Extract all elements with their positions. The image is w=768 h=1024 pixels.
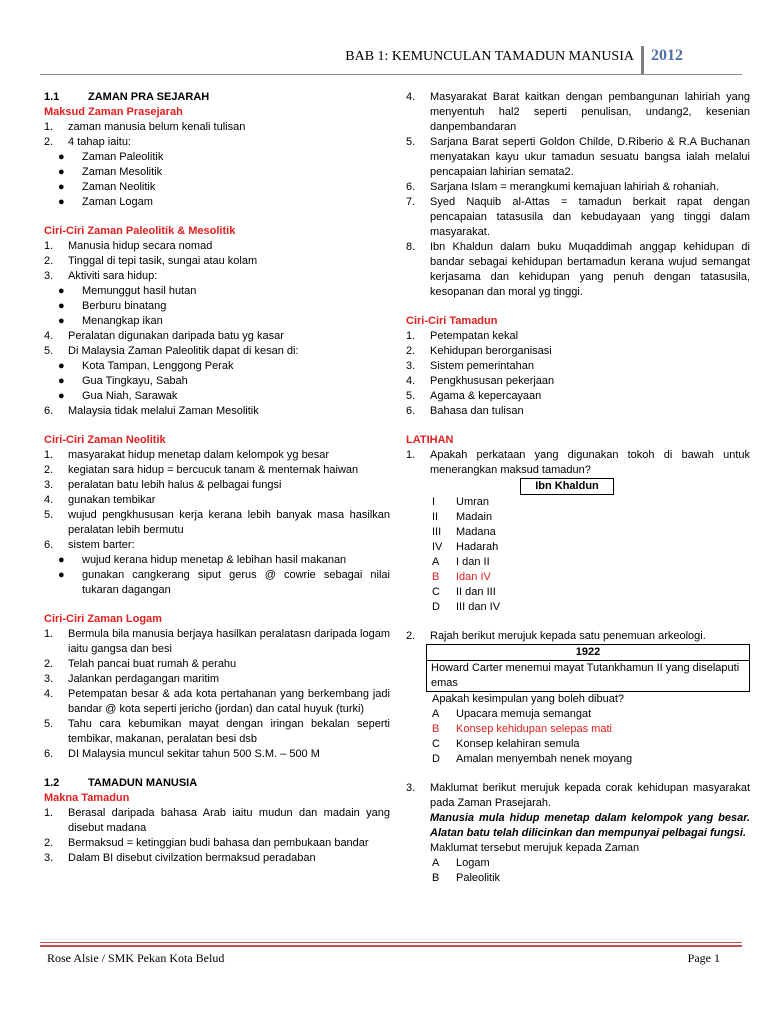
answer-option: A I dan II — [432, 556, 490, 568]
quoted-statement: Manusia mula hidup menetap dalam kelompok yang besar. Alatan batu telah dilicinkan dan mempunyai pelbagai fungsi. — [430, 812, 750, 839]
list-item: 5. Tahu cara kebumikan mayat dengan iringan bekalan seperti tembikar, makanan, peralatan besi dsb — [44, 718, 390, 745]
bullet-item: ● Kota Tampan, Lenggong Perak — [58, 360, 234, 372]
bullet-item: ● Berburu binatang — [58, 300, 167, 312]
answer-option: C Konsep kelahiran semula — [432, 738, 580, 750]
footer-rule — [40, 942, 742, 943]
question-2: 2. Rajah berikut merujuk kepada satu penemuan arkeologi. — [406, 630, 706, 642]
figure-box — [426, 644, 750, 692]
answer-option: D III dan IV — [432, 601, 501, 613]
bullet-item: ● Zaman Paleolitik — [58, 151, 164, 163]
list-item: 5. Sarjana Barat seperti Goldon Childe, D.Riberio & R.A Buchanan menyatakan kayu ukur tamadun sesuatu bangsa ialah melalui pencapaian lahirian semata2. — [406, 136, 750, 178]
roman-option: IV Hadarah — [432, 541, 499, 553]
roman-option: I Umran — [432, 496, 490, 508]
list-item: 3. Sistem pemerintahan — [406, 360, 534, 372]
list-item: 5. Di Malaysia Zaman Paleolitik dapat di kesan di: — [44, 345, 299, 357]
question-1: 1. Apakah perkataan yang digunakan tokoh di bawah untuk menerangkan maksud tamadun? — [406, 449, 750, 476]
question-stem: Maklumat tersebut merujuk kepada Zaman — [430, 842, 640, 854]
list-item: 4. gunakan tembikar — [44, 494, 156, 506]
question-stem: Apakah kesimpulan yang boleh dibuat? — [432, 693, 625, 705]
bullet-item: ● wujud kerana hidup menetap & lebihan hasil makanan — [58, 554, 347, 566]
list-item: 1. Petempatan kekal — [406, 330, 519, 342]
bullet-item: ● Zaman Mesolitik — [58, 166, 163, 178]
list-item: 7. Syed Naquib al-Attas = tamadun berkait rapat dengan pencapaian tatasusila dan kebudayaan yang tinggi dalam masyarakat. — [406, 196, 750, 238]
answer-option: A Upacara memuja semangat — [432, 708, 592, 720]
list-item: 6. DI Malaysia muncul sekitar tahun 500 S.M. – 500 M — [44, 748, 320, 760]
list-item: 5. Agama & kepercayaan — [406, 390, 542, 402]
list-item: 4. Masyarakat Barat kaitkan dengan pembangunan lahiriah yang menyentuh hal2 seperti penulisan, undang2, kesenian danpembandaran — [406, 91, 750, 133]
answer-option-correct: B Konsep kehidupan selepas mati — [432, 723, 612, 735]
list-item: 6. Malaysia tidak melalui Zaman Mesolitik — [44, 405, 259, 417]
right-column — [406, 90, 750, 886]
list-item: 3. Dalam BI disebut civilzation bermaksud peradaban — [44, 852, 316, 864]
list-item: 1. Bermula bila manusia berjaya hasilkan peralatasn daripada logam iaitu gangsa dan besi — [44, 628, 390, 655]
list-item: 4. Petempatan besar & ada kota pertahanan yang berkembang jadi bandar @ kota seperti jericho (jordan) dan catal huyuk (turki) — [44, 688, 390, 715]
list-item: 1. zaman manusia belum kenali tulisan — [44, 121, 246, 133]
subheading: Ciri-Ciri Zaman Paleolitik & Mesolitik — [44, 225, 236, 237]
question-3: 3. Maklumat berikut merujuk kepada corak kehidupan masyarakat pada Zaman Prasejarah. — [406, 782, 750, 809]
bullet-item: ● Zaman Logam — [58, 196, 153, 208]
answer-option: A Logam — [432, 857, 490, 869]
answer-option: B Paleolitik — [432, 872, 501, 884]
subheading: Makna Tamadun — [44, 792, 130, 804]
subheading: Maksud Zaman Prasejarah — [44, 106, 183, 118]
list-item: 3. Jalankan perdagangan maritim — [44, 673, 220, 685]
list-item: 1. Berasal daripada bahasa Arab iaitu mudun dan madain yang disebut madana — [44, 807, 390, 834]
list-item: 4. Pengkhususan pekerjaan — [406, 375, 555, 387]
list-item: 2. Telah pancai buat rumah & perahu — [44, 658, 237, 670]
bullet-item: ● Zaman Neolitik — [58, 181, 156, 193]
bullet-item: ● Memunggut hasil hutan — [58, 285, 197, 297]
answer-option-correct: B Idan IV — [432, 571, 491, 583]
list-item: 6. Bahasa dan tulisan — [406, 405, 524, 417]
list-item: 5. wujud pengkhususan kerja kerana lebih banyak masa hasilkan peralatan lebih bermutu — [44, 509, 390, 536]
subheading: Ciri-Ciri Tamadun — [406, 315, 498, 327]
bullet-item: ● Gua Tingkayu, Sabah — [58, 375, 188, 387]
figure-box-heading: 1922 — [427, 645, 749, 661]
subheading: LATIHAN — [406, 434, 454, 446]
list-item: 1. masyarakat hidup menetap dalam kelompok yg besar — [44, 449, 330, 461]
list-item: 3. peralatan batu lebih halus & pelbagai fungsi — [44, 479, 282, 491]
page-number: Page 1 — [687, 951, 720, 965]
header-year: 2012 — [651, 47, 683, 64]
list-item: 4. Peralatan digunakan daripada batu yg kasar — [44, 330, 284, 342]
bullet-item: ● gunakan cangkerang siput gerus @ cowrie sebagai nilai tukaran dagangan — [58, 569, 390, 596]
figure-box: Ibn Khaldun — [520, 478, 614, 495]
list-item: 2. Tinggal di tepi tasik, sungai atau kolam — [44, 255, 258, 267]
list-item: 2. kegiatan sara hidup = bercucuk tanam & menternak haiwan — [44, 464, 359, 476]
bullet-item: ● Gua Niah, Sarawak — [58, 390, 178, 402]
section-heading: 1.2 TAMADUN MANUSIA — [44, 777, 198, 789]
section-heading: 1.1 ZAMAN PRA SEJARAH — [44, 91, 210, 103]
header-separator — [641, 46, 644, 74]
list-item: 8. Ibn Khaldun dalam buku Muqaddimah anggap kehidupan di bandar sebagai kehidupan bertamadun kerana wujud semangat kerjasama dan kehidupan yang penuh dengan tatasusila, kesopanan dan moral yg tinggi. — [406, 241, 750, 298]
list-item: 3. Aktiviti sara hidup: — [44, 270, 158, 282]
header-title: BAB 1: KEMUNCULAN TAMADUN MANUSIA — [345, 49, 634, 64]
footer-author: Rose Alsie / SMK Pekan Kota Belud — [47, 951, 225, 965]
answer-option: C II dan III — [432, 586, 496, 598]
roman-option: III Madana — [432, 526, 496, 538]
subheading: Ciri-Ciri Zaman Neolitik — [44, 434, 166, 446]
list-item: 2. Bermaksud = ketinggian budi bahasa dan pembukaan bandar — [44, 837, 369, 849]
footer-rule — [40, 945, 742, 947]
header-rule — [40, 74, 742, 75]
list-item: 6. sistem barter: — [44, 539, 135, 551]
subheading: Ciri-Ciri Zaman Logam — [44, 613, 162, 625]
figure-box-body: Howard Carter menemui mayat Tutankhamun II yang diselaputi emas — [431, 662, 740, 689]
list-item: 6. Sarjana Islam = merangkumi kemajuan lahiriah & rohaniah. — [406, 181, 719, 193]
list-item: 1. Manusia hidup secara nomad — [44, 240, 213, 252]
list-item: 2. Kehidupan berorganisasi — [406, 345, 552, 357]
left-column — [44, 90, 390, 866]
page-header — [0, 46, 768, 74]
list-item: 2. 4 tahap iaitu: — [44, 136, 131, 148]
answer-option: D Amalan menyembah nenek moyang — [432, 753, 633, 765]
bullet-item: ● Menangkap ikan — [58, 315, 163, 327]
roman-option: II Madain — [432, 511, 493, 523]
